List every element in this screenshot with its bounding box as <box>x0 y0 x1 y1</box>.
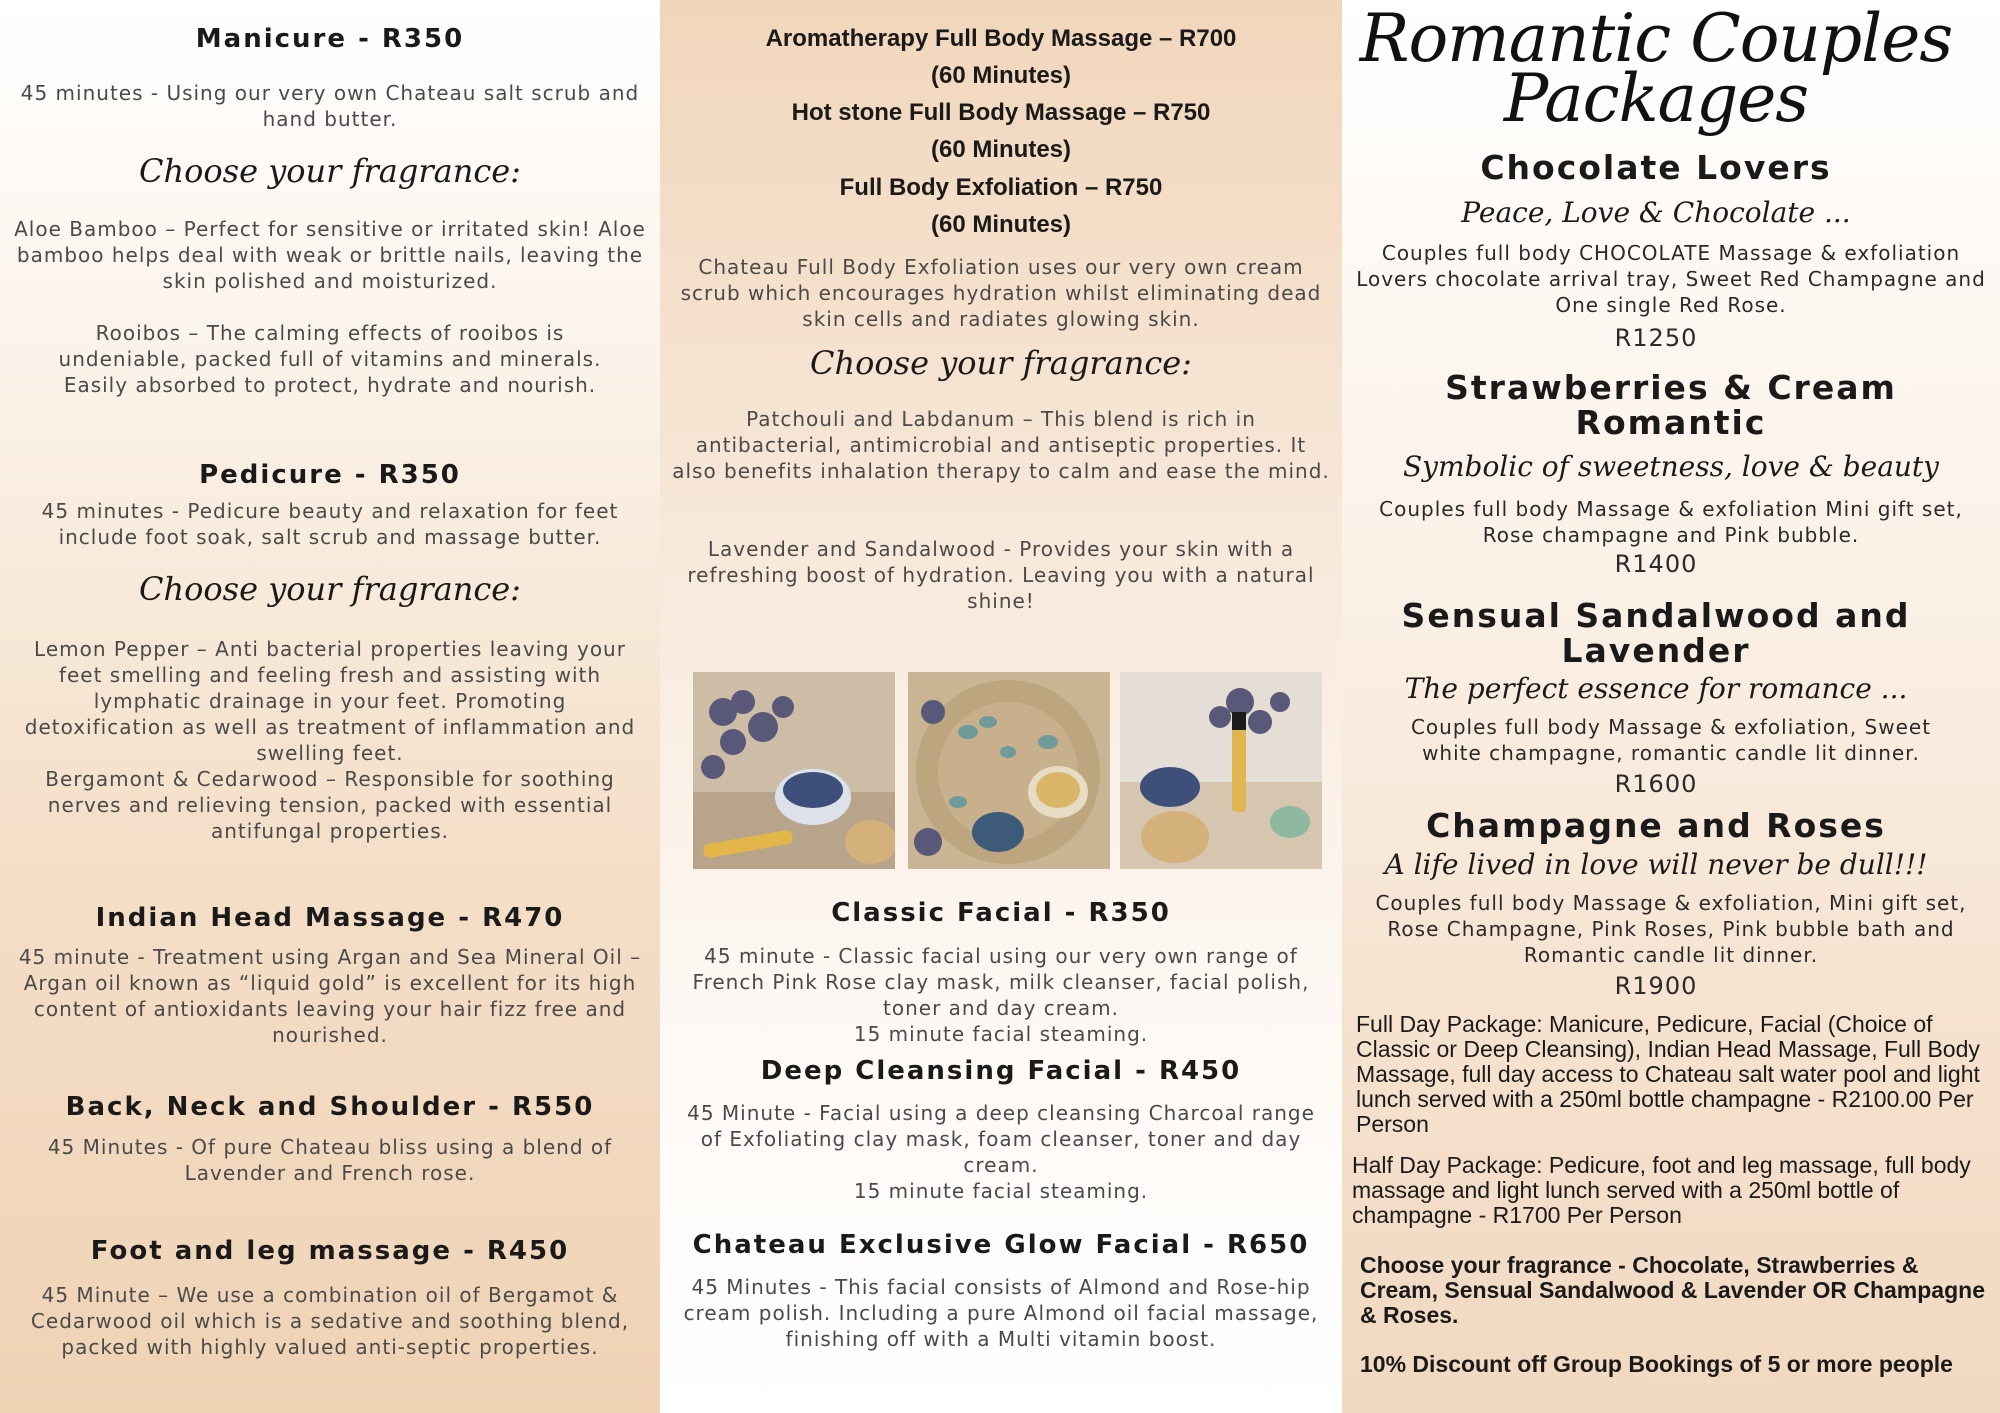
exfoliation-duration: (60 Minutes) <box>930 211 1071 238</box>
back-neck-desc: 45 Minutes - Of pure Chateau bliss using a blend of Lavender and French rose. <box>47 1135 613 1185</box>
strawberries-price: R1400 <box>1614 550 1698 578</box>
deep-cleansing-title: Deep Cleansing Facial - R450 <box>760 1056 1242 1086</box>
foot-leg-title: Foot and leg massage - R450 <box>90 1236 570 1266</box>
pedicure-title: Pedicure - R350 <box>199 460 461 490</box>
manicure-desc: 45 minutes - Using our very own Chateau salt scrub and hand butter. <box>20 81 640 131</box>
deep-cleansing-desc: 45 Minute - Facial using a deep cleansing Charcoal range of Exfoliating clay mask, foam cleanser, toner and day cream. <box>687 1101 1315 1177</box>
treatments-column-left <box>0 0 660 1413</box>
sensual-sandalwood-title: Sensual Sandalwood and Lavender <box>1401 596 1911 670</box>
hotstone-duration: (60 Minutes) <box>930 136 1071 163</box>
patchouli-desc: Patchouli and Labdanum – This blend is rich in antibacterial, antimicrobial and antiseptic properties. It also benefits inhalation therapy to calm and ease the mind. <box>672 407 1330 483</box>
manicure-title: Manicure - R350 <box>195 24 465 54</box>
exfoliation-title: Full Body Exfoliation – R750 <box>839 174 1163 201</box>
deep-cleansing-steam: 15 minute facial steaming. <box>853 1179 1149 1203</box>
couples-packages-column <box>1342 0 2000 1413</box>
packages-title-line1: Romantic Couples <box>1359 0 1953 77</box>
middle-choose-fragrance: Choose your fragrance: <box>810 344 1192 382</box>
lemon-pepper-desc: Lemon Pepper – Anti bacterial properties leaving your feet smelling and feeling fresh and assisting with lymphatic drainage in your feet. Promoting detoxification as well as treatment of inflammation and swelling feet. <box>24 637 636 765</box>
chocolate-lovers-subtitle: Peace, Love & Chocolate ... <box>1461 196 1851 229</box>
chocolate-lovers-price: R1250 <box>1614 324 1698 352</box>
aloe-bamboo-desc: Aloe Bamboo – Perfect for sensitive or irritated skin! Aloe bamboo helps deal with weak or brittle nails, leaving the skin polished and moisturized. <box>14 217 646 293</box>
half-day-package: Half Day Package: Pedicure, foot and leg massage, full body massage and light lunch served with a 250ml bottle of champagne - R1700 Per Person <box>1352 1152 1971 1228</box>
glow-facial-title: Chateau Exclusive Glow Facial - R650 <box>692 1230 1310 1260</box>
oils-lavender-image <box>1120 672 1322 869</box>
strawberries-title: Strawberries & Cream Romantic <box>1445 368 1897 442</box>
bergamont-desc: Bergamont & Cedarwood – Responsible for soothing nerves and relieving tension, packed with essential antifungal properties. <box>45 767 615 843</box>
champagne-roses-title: Champagne and Roses <box>1426 806 1886 845</box>
champagne-roses-desc: Couples full body Massage & exfoliation, Mini gift set, Rose Champagne, Pink Roses, Pink bubble bath and Romantic candle lit dinner. <box>1375 891 1967 967</box>
classic-facial-title: Classic Facial - R350 <box>831 898 1171 928</box>
pedicure-choose-fragrance: Choose your fragrance: <box>139 570 521 608</box>
group-discount: 10% Discount off Group Bookings of 5 or more people <box>1360 1351 1953 1377</box>
exfoliation-desc: Chateau Full Body Exfoliation uses our very own cream scrub which encourages hydration whilst eliminating dead skin cells and radiates glowing skin. <box>680 255 1322 331</box>
classic-facial-steam: 15 minute facial steaming. <box>853 1022 1149 1046</box>
classic-facial-desc: 45 minute - Classic facial using our very own range of French Pink Rose clay mask, milk cleanser, facial polish, toner and day cream. <box>692 944 1310 1020</box>
glow-facial-desc: 45 Minutes - This facial consists of Almond and Rose-hip cream polish. Including a pure Almond oil facial massage, finishing off with a Multi vitamin boost. <box>683 1275 1319 1351</box>
sensual-sandalwood-subtitle: The perfect essence for romance ... <box>1404 672 1908 705</box>
photo-eucalyptus-candles <box>908 672 1110 869</box>
manicure-choose-fragrance: Choose your fragrance: <box>139 152 521 190</box>
hotstone-title: Hot stone Full Body Massage – R750 <box>791 99 1211 126</box>
chocolate-lovers-desc: Couples full body CHOCOLATE Massage & exfoliation Lovers chocolate arrival tray, Sweet Red Champagne and One single Red Rose. <box>1356 241 1986 317</box>
sensual-sandalwood-desc: Couples full body Massage & exfoliation, Sweet white champagne, romantic candle lit dinner. <box>1410 715 1932 765</box>
champagne-roses-price: R1900 <box>1614 972 1698 1000</box>
pedicure-desc: 45 minutes - Pedicure beauty and relaxation for feet include foot soak, salt scrub and massage butter. <box>41 499 619 549</box>
back-neck-title: Back, Neck and Shoulder - R550 <box>65 1092 595 1122</box>
strawberries-subtitle: Symbolic of sweetness, love & beauty <box>1402 450 1940 483</box>
sensual-sandalwood-price: R1600 <box>1614 770 1698 798</box>
lavender-bottles-image <box>693 672 895 869</box>
rooibos-desc: Rooibos – The calming effects of rooibos is undeniable, packed full of vitamins and minerals. Easily absorbed to protect, hydrate and nourish. <box>58 321 602 397</box>
packages-title-line2: Packages <box>1503 60 1809 137</box>
champagne-roses-subtitle: A life lived in love will never be dull!!! <box>1384 848 1928 881</box>
lavender-sandalwood-desc: Lavender and Sandalwood - Provides your skin with a refreshing boost of hydration. Leaving you with a natural shine! <box>687 537 1315 613</box>
aromatherapy-title: Aromatherapy Full Body Massage – R700 <box>765 25 1237 52</box>
foot-leg-desc: 45 Minute – We use a combination oil of Bergamot & Cedarwood oil which is a sedative and soothing blend, packed with highly valued anti-septic properties. <box>30 1283 630 1359</box>
indian-head-desc: 45 minute - Treatment using Argan and Sea Mineral Oil – Argan oil known as “liquid gold” is excellent for its high content of antioxidants leaving your hair fizz free and nourished. <box>18 945 642 1047</box>
strawberries-desc: Couples full body Massage & exfoliation Mini gift set, Rose champagne and Pink bubble. <box>1379 497 1963 547</box>
aromatherapy-duration: (60 Minutes) <box>930 62 1071 89</box>
full-day-package: Full Day Package: Manicure, Pedicure, Facial (Choice of Classic or Deep Cleansing), Indian Head Massage, Full Body Massage, full day access to Chateau salt water pool and light lunch served with a 250ml bottle champagne - R2100.00 Per Person <box>1356 1011 1980 1137</box>
photo-lavender-bottles <box>693 672 895 869</box>
eucalyptus-candles-image <box>908 672 1110 869</box>
indian-head-title: Indian Head Massage - R470 <box>95 903 565 933</box>
couples-choose-fragrance: Choose your fragrance - Chocolate, Strawberries & Cream, Sensual Sandalwood & Lavender OR Champagne & Roses. <box>1360 1252 1985 1328</box>
chocolate-lovers-title: Chocolate Lovers <box>1480 148 1832 187</box>
photo-oils-lavender <box>1120 672 1322 869</box>
treatments-column-middle <box>660 0 1342 1413</box>
